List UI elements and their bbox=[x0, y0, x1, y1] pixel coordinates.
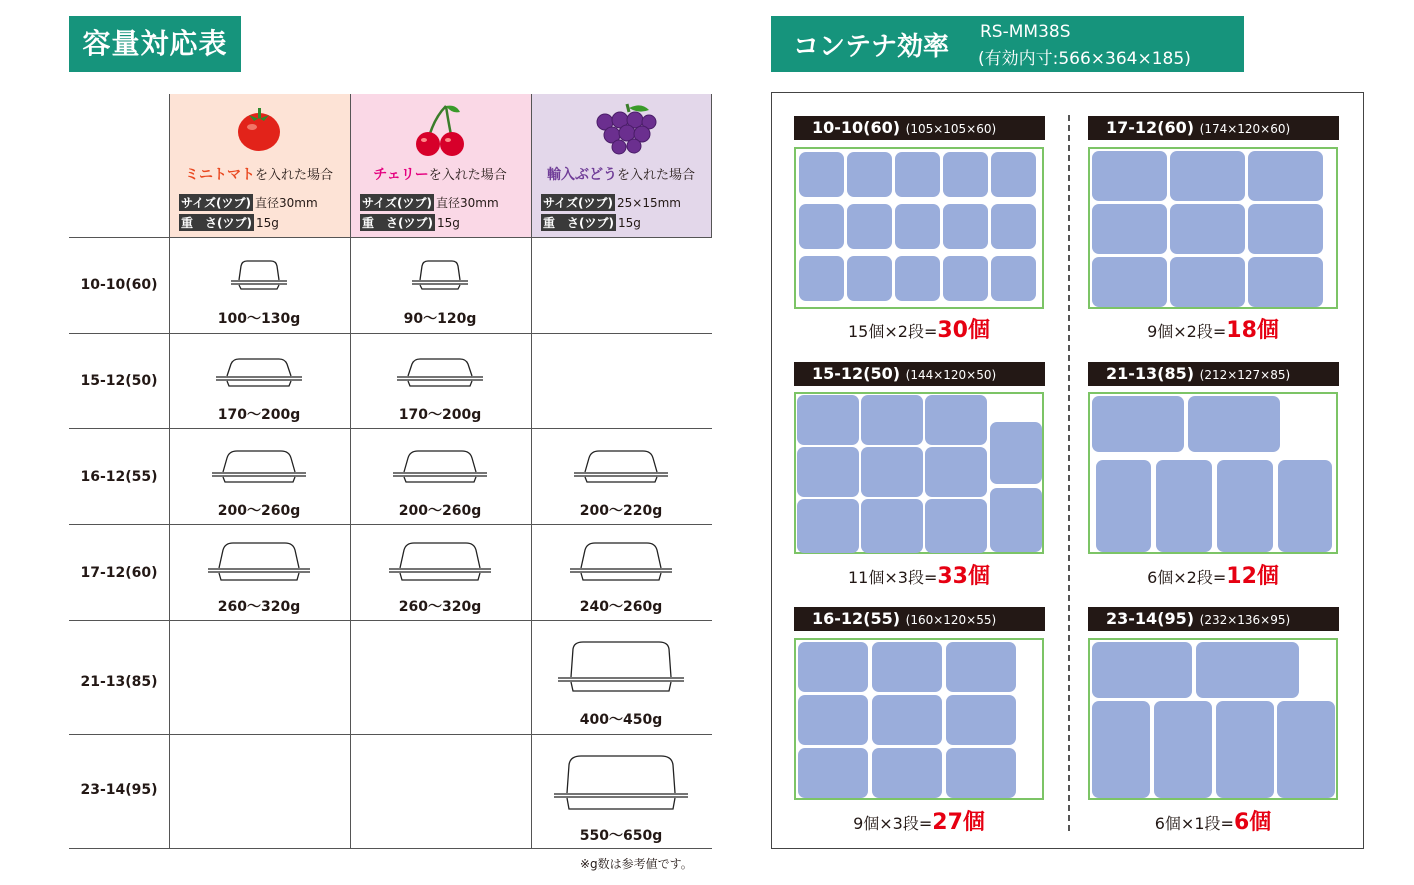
container-tile bbox=[797, 499, 859, 553]
cherry-icon bbox=[412, 100, 468, 160]
weight-range: 400〜450g bbox=[579, 712, 663, 728]
reference-note: ※g数は参考値です。 bbox=[580, 857, 693, 871]
weight-range: 100〜130g bbox=[217, 311, 301, 327]
layout-code: 17-12(60) bbox=[1106, 118, 1195, 137]
container-tile bbox=[797, 447, 859, 497]
layout-diagram bbox=[794, 392, 1044, 554]
container-tile bbox=[946, 642, 1016, 692]
weight-label: 重 さ(ツブ) bbox=[181, 216, 252, 230]
container-efficiency-header bbox=[771, 16, 1244, 72]
container-tile bbox=[991, 256, 1036, 301]
layout-result bbox=[1078, 559, 1348, 590]
container-tile bbox=[1217, 460, 1273, 552]
layout-header bbox=[794, 116, 1045, 140]
weight-range: 200〜220g bbox=[579, 503, 663, 519]
container-tile bbox=[1096, 460, 1151, 552]
container-tile bbox=[991, 204, 1036, 249]
container-diagram-icon bbox=[567, 540, 675, 586]
capacity-cell bbox=[531, 621, 711, 734]
layout-code: 21-13(85) bbox=[1106, 364, 1195, 383]
container-tile bbox=[847, 256, 892, 301]
capacity-cell bbox=[350, 238, 530, 333]
capacity-table-title: 容量対応表 bbox=[69, 16, 241, 72]
layout-result bbox=[784, 805, 1054, 836]
container-tile bbox=[1248, 151, 1323, 201]
container-tile bbox=[1196, 642, 1299, 698]
layout-header bbox=[794, 362, 1045, 386]
layout-dimensions: (212×127×85) bbox=[1199, 368, 1291, 382]
container-tile bbox=[1092, 396, 1184, 452]
fruit-header-grape bbox=[531, 94, 712, 238]
layout-total: 33個 bbox=[937, 564, 990, 589]
capacity-cell bbox=[169, 430, 349, 525]
container-tile bbox=[1216, 701, 1274, 798]
size-label: サイズ(ツブ) bbox=[543, 196, 614, 210]
layout-header bbox=[1088, 607, 1339, 631]
container-diagram-icon bbox=[213, 356, 305, 392]
size-value: 直径30mm bbox=[436, 196, 499, 210]
layout-result bbox=[1078, 805, 1348, 836]
container-tile bbox=[799, 152, 844, 197]
container-tile bbox=[990, 422, 1042, 484]
container-tile bbox=[1170, 204, 1245, 254]
fruit-name-grape: 輸入ぶどう bbox=[546, 167, 617, 183]
capacity-table bbox=[69, 94, 712, 849]
layout-header bbox=[1088, 362, 1339, 386]
weight-range: 170〜200g bbox=[398, 407, 482, 423]
container-tile bbox=[861, 395, 923, 445]
container-tile bbox=[895, 152, 940, 197]
container-tile bbox=[1154, 701, 1212, 798]
container-tile bbox=[925, 447, 987, 497]
layout-calc: 9個×3段= bbox=[853, 814, 933, 833]
container-tile bbox=[872, 642, 942, 692]
layout-dimensions: (160×120×55) bbox=[905, 613, 997, 627]
container-diagram-icon bbox=[571, 448, 671, 488]
capacity-cell bbox=[169, 238, 349, 333]
container-tile bbox=[847, 204, 892, 249]
container-tile bbox=[798, 642, 868, 692]
container-tile bbox=[925, 395, 987, 445]
fruit-header-tomato bbox=[169, 94, 350, 238]
capacity-cell bbox=[350, 430, 530, 525]
container-tile bbox=[1277, 701, 1335, 798]
container-tile bbox=[895, 204, 940, 249]
container-diagram-icon bbox=[386, 540, 494, 586]
layout-dimensions: (174×120×60) bbox=[1199, 122, 1291, 136]
container-diagram-icon bbox=[408, 258, 472, 294]
layout-calc: 6個×2段= bbox=[1147, 568, 1227, 587]
container-tile bbox=[861, 447, 923, 497]
layout-code: 16-12(55) bbox=[812, 609, 901, 628]
weight-range: 240〜260g bbox=[579, 599, 663, 615]
table-divider bbox=[711, 94, 712, 238]
container-tile bbox=[799, 204, 844, 249]
container-diagram-icon bbox=[555, 639, 687, 699]
container-tile bbox=[1092, 642, 1192, 698]
fruit-suffix: を入れた場合 bbox=[428, 168, 507, 183]
layout-header bbox=[794, 607, 1045, 631]
fruit-suffix: を入れた場合 bbox=[254, 168, 333, 183]
weight-label: 重 さ(ツブ) bbox=[543, 216, 614, 230]
container-tile bbox=[1188, 396, 1280, 452]
weight-range: 260〜320g bbox=[398, 599, 482, 615]
layout-dimensions: (232×136×95) bbox=[1199, 613, 1291, 627]
container-diagram-icon bbox=[394, 356, 486, 392]
container-tile bbox=[943, 152, 988, 197]
row-label: 23-14(95) bbox=[80, 782, 158, 798]
row-label: 17-12(60) bbox=[80, 565, 158, 581]
container-tile bbox=[943, 256, 988, 301]
container-efficiency-title: コンテナ効率 bbox=[793, 32, 950, 62]
size-label: サイズ(ツブ) bbox=[181, 196, 252, 210]
container-tile bbox=[991, 152, 1036, 197]
container-tile bbox=[1278, 460, 1332, 552]
container-tile bbox=[1092, 701, 1150, 798]
capacity-cell bbox=[531, 735, 711, 848]
container-tile bbox=[895, 256, 940, 301]
container-tile bbox=[799, 256, 844, 301]
container-tile bbox=[1156, 460, 1212, 552]
container-tile bbox=[1170, 257, 1245, 307]
container-diagram-icon bbox=[209, 448, 309, 488]
layout-result bbox=[784, 559, 1054, 590]
container-diagram-icon bbox=[551, 753, 691, 819]
capacity-cell bbox=[350, 334, 530, 429]
fruit-name-tomato: ミニトマト bbox=[184, 167, 255, 183]
fruit-header-cherry bbox=[350, 94, 531, 238]
layout-calc: 15個×2段= bbox=[848, 322, 938, 341]
container-diagram-icon bbox=[227, 258, 291, 294]
container-tile bbox=[943, 204, 988, 249]
weight-range: 90〜120g bbox=[403, 311, 477, 327]
row-label: 16-12(55) bbox=[80, 469, 158, 485]
layout-total: 12個 bbox=[1226, 564, 1279, 589]
weight-range: 260〜320g bbox=[217, 599, 301, 615]
fruit-name-cherry: チェリー bbox=[373, 167, 429, 183]
weight-range: 550〜650g bbox=[579, 828, 663, 844]
capacity-cell bbox=[169, 334, 349, 429]
container-tile bbox=[872, 695, 942, 745]
container-tile bbox=[990, 488, 1042, 552]
container-diagram-icon bbox=[205, 540, 313, 586]
table-divider bbox=[69, 848, 712, 849]
size-label: サイズ(ツブ) bbox=[362, 196, 433, 210]
container-tile bbox=[1248, 204, 1323, 254]
layout-total: 27個 bbox=[932, 810, 985, 835]
layout-calc: 6個×1段= bbox=[1154, 814, 1234, 833]
container-tile bbox=[798, 695, 868, 745]
row-label: 15-12(50) bbox=[80, 373, 158, 389]
container-tile bbox=[798, 748, 868, 798]
layout-calc: 9個×2段= bbox=[1147, 322, 1227, 341]
layout-diagram bbox=[1088, 638, 1338, 800]
container-tile bbox=[946, 695, 1016, 745]
layout-diagram bbox=[1088, 147, 1338, 309]
layout-diagram bbox=[794, 638, 1044, 800]
layout-diagram bbox=[1088, 392, 1338, 554]
container-tile bbox=[1170, 151, 1245, 201]
container-tile bbox=[861, 499, 923, 553]
layout-calc: 11個×3段= bbox=[848, 568, 938, 587]
container-diagram-icon bbox=[390, 448, 490, 488]
capacity-cell bbox=[531, 430, 711, 525]
layout-code: 23-14(95) bbox=[1106, 609, 1195, 628]
container-tile bbox=[872, 748, 942, 798]
weight-range: 200〜260g bbox=[398, 503, 482, 519]
container-tile bbox=[925, 499, 987, 553]
container-tile bbox=[1248, 257, 1323, 307]
layout-total: 18個 bbox=[1226, 318, 1279, 343]
container-tile bbox=[1092, 151, 1167, 201]
capacity-cell bbox=[169, 526, 349, 621]
container-tile bbox=[847, 152, 892, 197]
weight-value: 15g bbox=[617, 216, 641, 230]
container-tile bbox=[1092, 257, 1167, 307]
layout-diagram bbox=[794, 147, 1044, 309]
layout-code: 15-12(50) bbox=[812, 364, 901, 383]
grape-icon bbox=[593, 100, 657, 156]
layout-result bbox=[784, 313, 1054, 344]
container-tile bbox=[1092, 204, 1167, 254]
weight-value: 15g bbox=[255, 216, 279, 230]
layout-total: 6個 bbox=[1233, 810, 1272, 835]
layout-dimensions: (144×120×50) bbox=[905, 368, 997, 382]
capacity-cell bbox=[350, 526, 530, 621]
container-tile bbox=[946, 748, 1016, 798]
weight-label: 重 さ(ツブ) bbox=[362, 216, 433, 230]
layout-total: 30個 bbox=[937, 318, 990, 343]
container-inner-dimensions: (有効内寸:566×364×185) bbox=[978, 49, 1191, 69]
row-label: 21-13(85) bbox=[80, 674, 158, 690]
layout-header bbox=[1088, 116, 1339, 140]
size-value: 直径30mm bbox=[255, 196, 318, 210]
weight-range: 200〜260g bbox=[217, 503, 301, 519]
layout-dimensions: (105×105×60) bbox=[905, 122, 997, 136]
fruit-suffix: を入れた場合 bbox=[616, 168, 695, 183]
container-tile bbox=[797, 395, 859, 445]
weight-value: 15g bbox=[436, 216, 460, 230]
tomato-icon bbox=[231, 100, 287, 156]
size-value: 25×15mm bbox=[617, 196, 681, 210]
weight-range: 170〜200g bbox=[217, 407, 301, 423]
container-model: RS-MM38S bbox=[980, 22, 1071, 42]
capacity-cell bbox=[531, 526, 711, 621]
panel-divider bbox=[1068, 115, 1070, 831]
container-efficiency-panel bbox=[771, 92, 1364, 849]
layout-code: 10-10(60) bbox=[812, 118, 901, 137]
layout-result bbox=[1078, 313, 1348, 344]
row-label: 10-10(60) bbox=[80, 277, 158, 293]
